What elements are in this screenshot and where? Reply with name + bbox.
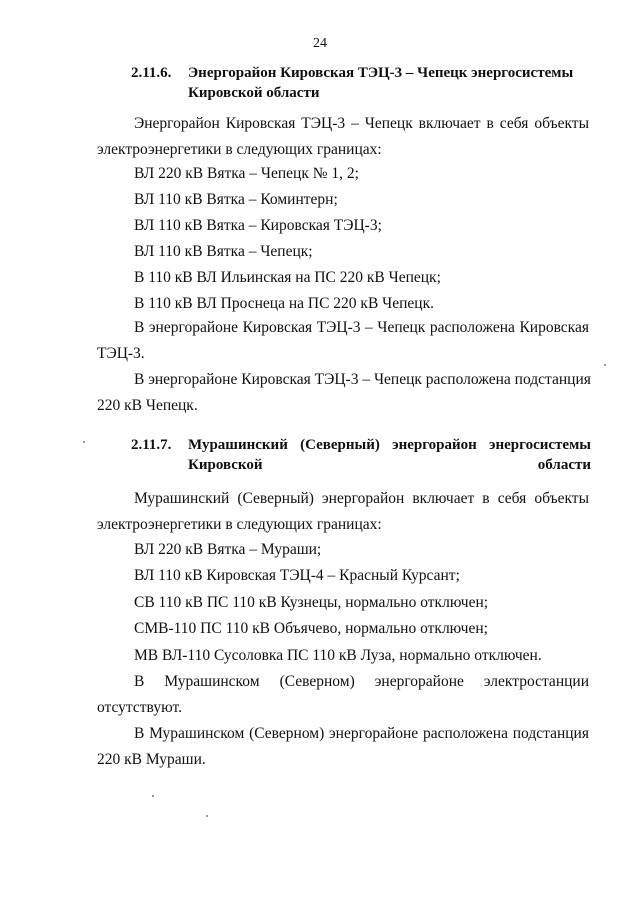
paragraph-line: ТЭЦ-3. <box>97 345 145 362</box>
section-title-text: Мурашинский (Северный) энергорайон энергосистемы Кировской области <box>188 437 591 473</box>
boundary-list-item: ВЛ 110 кВ Вятка – Кировская ТЭЦ-3; <box>134 217 382 234</box>
scan-speck <box>83 441 85 443</box>
boundary-list-item: СМВ-110 ПС 110 кВ Объячево, нормально отключен; <box>134 620 488 637</box>
boundary-list-item: ВЛ 110 кВ Вятка – Коминтерн; <box>134 191 338 208</box>
substation-paragraph <box>97 721 589 773</box>
power-plant-paragraph <box>97 315 589 367</box>
power-plant-paragraph <box>97 669 589 721</box>
section-heading-2-11-6 <box>131 63 591 103</box>
paragraph-line: электроэнергетики в следующих границах: <box>97 516 382 533</box>
paragraph-line: отсутствуют. <box>97 699 182 716</box>
section-heading-2-11-7 <box>131 435 591 475</box>
section-intro-paragraph <box>97 111 589 163</box>
boundary-list-item: В 110 кВ ВЛ Проснеца на ПС 220 кВ Чепецк. <box>134 295 434 312</box>
paragraph-line: В Мурашинском (Северном) энергорайоне электростанции <box>134 673 589 690</box>
scan-speck <box>152 795 154 797</box>
boundary-list-item: ВЛ 220 кВ Вятка – Мураши; <box>134 541 322 558</box>
boundary-list-item: СВ 110 кВ ПС 110 кВ Кузнецы, нормально отключен; <box>134 594 489 611</box>
section-number: 2.11.6. <box>131 65 172 81</box>
paragraph-line: Энергорайон Кировская ТЭЦ-3 – Чепецк включает в себя объекты <box>134 115 589 132</box>
boundary-list-item: МВ ВЛ-110 Сусоловка ПС 110 кВ Луза, нормально отключен. <box>134 647 542 664</box>
boundary-list-item: ВЛ 110 кВ Вятка – Чепецк; <box>134 243 313 260</box>
paragraph-line: электроэнергетики в следующих границах: <box>97 141 382 158</box>
paragraph-line: В Мурашинском (Северном) энергорайоне расположена подстанция <box>134 725 589 742</box>
paragraph-line: В энергорайоне Кировская ТЭЦ-3 – Чепецк расположена подстанция <box>134 371 591 388</box>
page-number: 24 <box>313 36 327 51</box>
paragraph-line: 220 кВ Чепецк. <box>97 397 198 414</box>
paragraph-line: 220 кВ Мураши. <box>97 751 206 768</box>
paragraph-line: В энергорайоне Кировская ТЭЦ-3 – Чепецк расположена Кировская <box>134 319 589 336</box>
section-title: Энергорайон Кировская ТЭЦ-3 – Чепецк энергосистемы Кировской области <box>188 65 574 101</box>
paragraph-line: Мурашинский (Северный) энергорайон включает в себя объекты <box>134 490 589 507</box>
substation-paragraph <box>97 367 589 419</box>
section-title <box>188 435 591 475</box>
boundary-list-item: ВЛ 220 кВ Вятка – Чепецк № 1, 2; <box>134 165 359 182</box>
scan-speck <box>206 815 208 817</box>
boundary-list-item: ВЛ 110 кВ Кировская ТЭЦ-4 – Красный Курсант; <box>134 567 460 584</box>
scan-speck <box>604 364 606 366</box>
section-intro-paragraph <box>97 486 589 538</box>
boundary-list-item: В 110 кВ ВЛ Ильинская на ПС 220 кВ Чепецк; <box>134 269 441 286</box>
section-number: 2.11.7. <box>131 437 172 453</box>
